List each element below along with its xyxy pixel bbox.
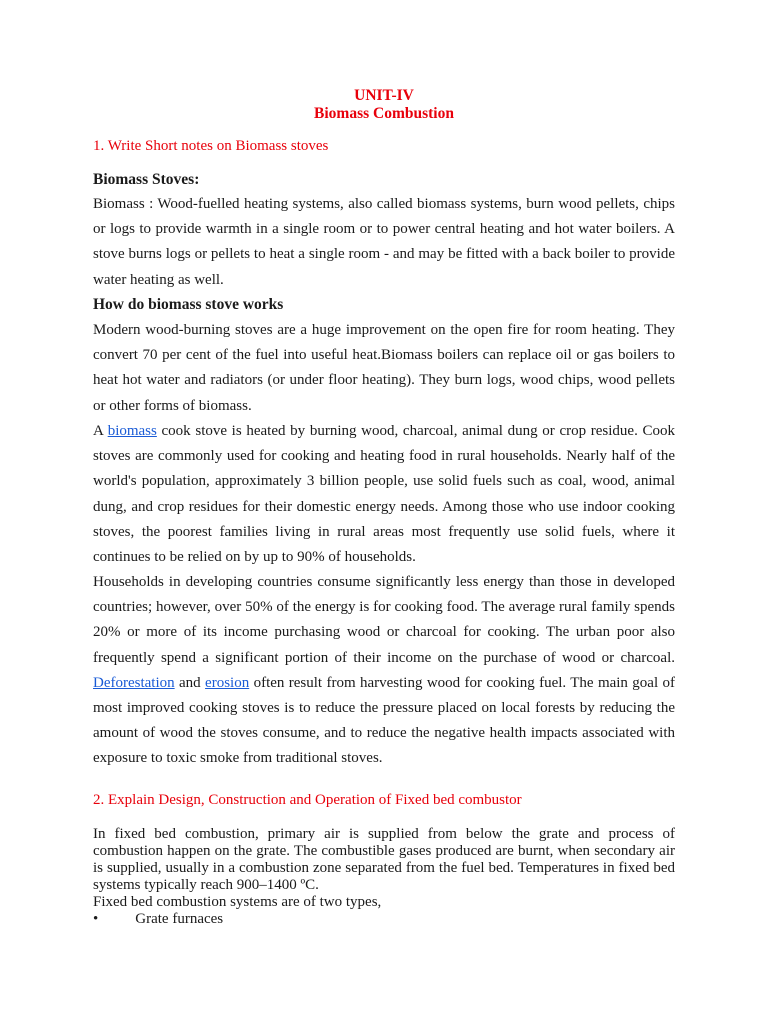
paragraph-fixed-bed: In fixed bed combustion, primary air is supplied from below the grate and process of combustion happen on the grate. The combustible gases produced are burnt, when secondary air is supplied, usually in a combustion zone separated from the fuel bed. Temperatures in fixed bed systems typically reach 900–1400 ºC. bbox=[93, 826, 675, 893]
paragraph-biomass-stoves: Biomass : Wood-fuelled heating systems, also called biomass systems, burn wood pellets, chips or logs to provide warmth in a single room or to power central heating and hot water boilers. A stove burns logs or pellets to heat a single room - and may be fitted with a back boiler to provide water heating as well. bbox=[93, 196, 675, 288]
bullet: • bbox=[93, 911, 99, 927]
section-heading-how-stove-works: How do biomass stove works bbox=[93, 296, 284, 313]
link-biomass[interactable]: biomass bbox=[107, 423, 157, 439]
unit-heading: UNIT-IV bbox=[354, 87, 414, 104]
list-item bbox=[93, 911, 675, 928]
paragraph-cook-stove bbox=[93, 419, 675, 570]
link-deforestation[interactable]: Deforestation bbox=[93, 674, 175, 691]
link-erosion[interactable]: erosion bbox=[205, 674, 250, 691]
section-heading-biomass-stoves: Biomass Stoves: bbox=[93, 171, 200, 188]
page-title: Biomass Combustion bbox=[314, 105, 454, 122]
text: Households in developing countries consume significantly less energy than those in developed countries; however, over 50% of the energy is for cooking food. The average rural family spends 20% or more of its income purchasing wood or charcoal for cooking. The urban poor also frequently spend a significant portion of their income on the purchase of wood or charcoal. bbox=[93, 574, 675, 666]
paragraph-modern-stoves: Modern wood-burning stoves are a huge improvement on the open fire for room heating. They convert 70 per cent of the fuel into useful heat.Biomass boilers can replace oil or gas boilers to heat hot water and radiators (or under floor heating). They burn logs, wood chips, wood pellets or other forms of biomass. bbox=[93, 322, 675, 414]
text: often result from harvesting wood for cooking fuel. The main goal of most improved cooking stoves is to reduce the pressure placed on local forests by reducing the amount of wood the stoves consume, and to reduce the negative health impacts associated with exposure to toxic smoke from traditional stoves. bbox=[93, 674, 675, 767]
text: and bbox=[174, 674, 206, 691]
text: cook stove is heated by burning wood, charcoal, animal dung or crop residue. Cook stoves are commonly used for cooking and heating food in rural households. Nearly half of the world's population, approximately 3 billion people, use solid fuels such as coal, wood, animal dung, and crop residues for their domestic energy needs. Among those who use indoor cooking stoves, the poorest families living in rural areas most frequently use solid fuels, where it continues to be relied on by up to 90% of households. bbox=[93, 423, 675, 566]
question-2: 2. Explain Design, Construction and Operation of Fixed bed combustor bbox=[93, 792, 522, 808]
paragraph-types: Fixed bed combustion systems are of two types, bbox=[93, 894, 382, 910]
list-item-grate-furnaces: Grate furnaces bbox=[135, 911, 224, 927]
paragraph-households bbox=[93, 570, 675, 772]
text: A bbox=[93, 423, 108, 439]
question-1: 1. Write Short notes on Biomass stoves bbox=[93, 138, 329, 154]
